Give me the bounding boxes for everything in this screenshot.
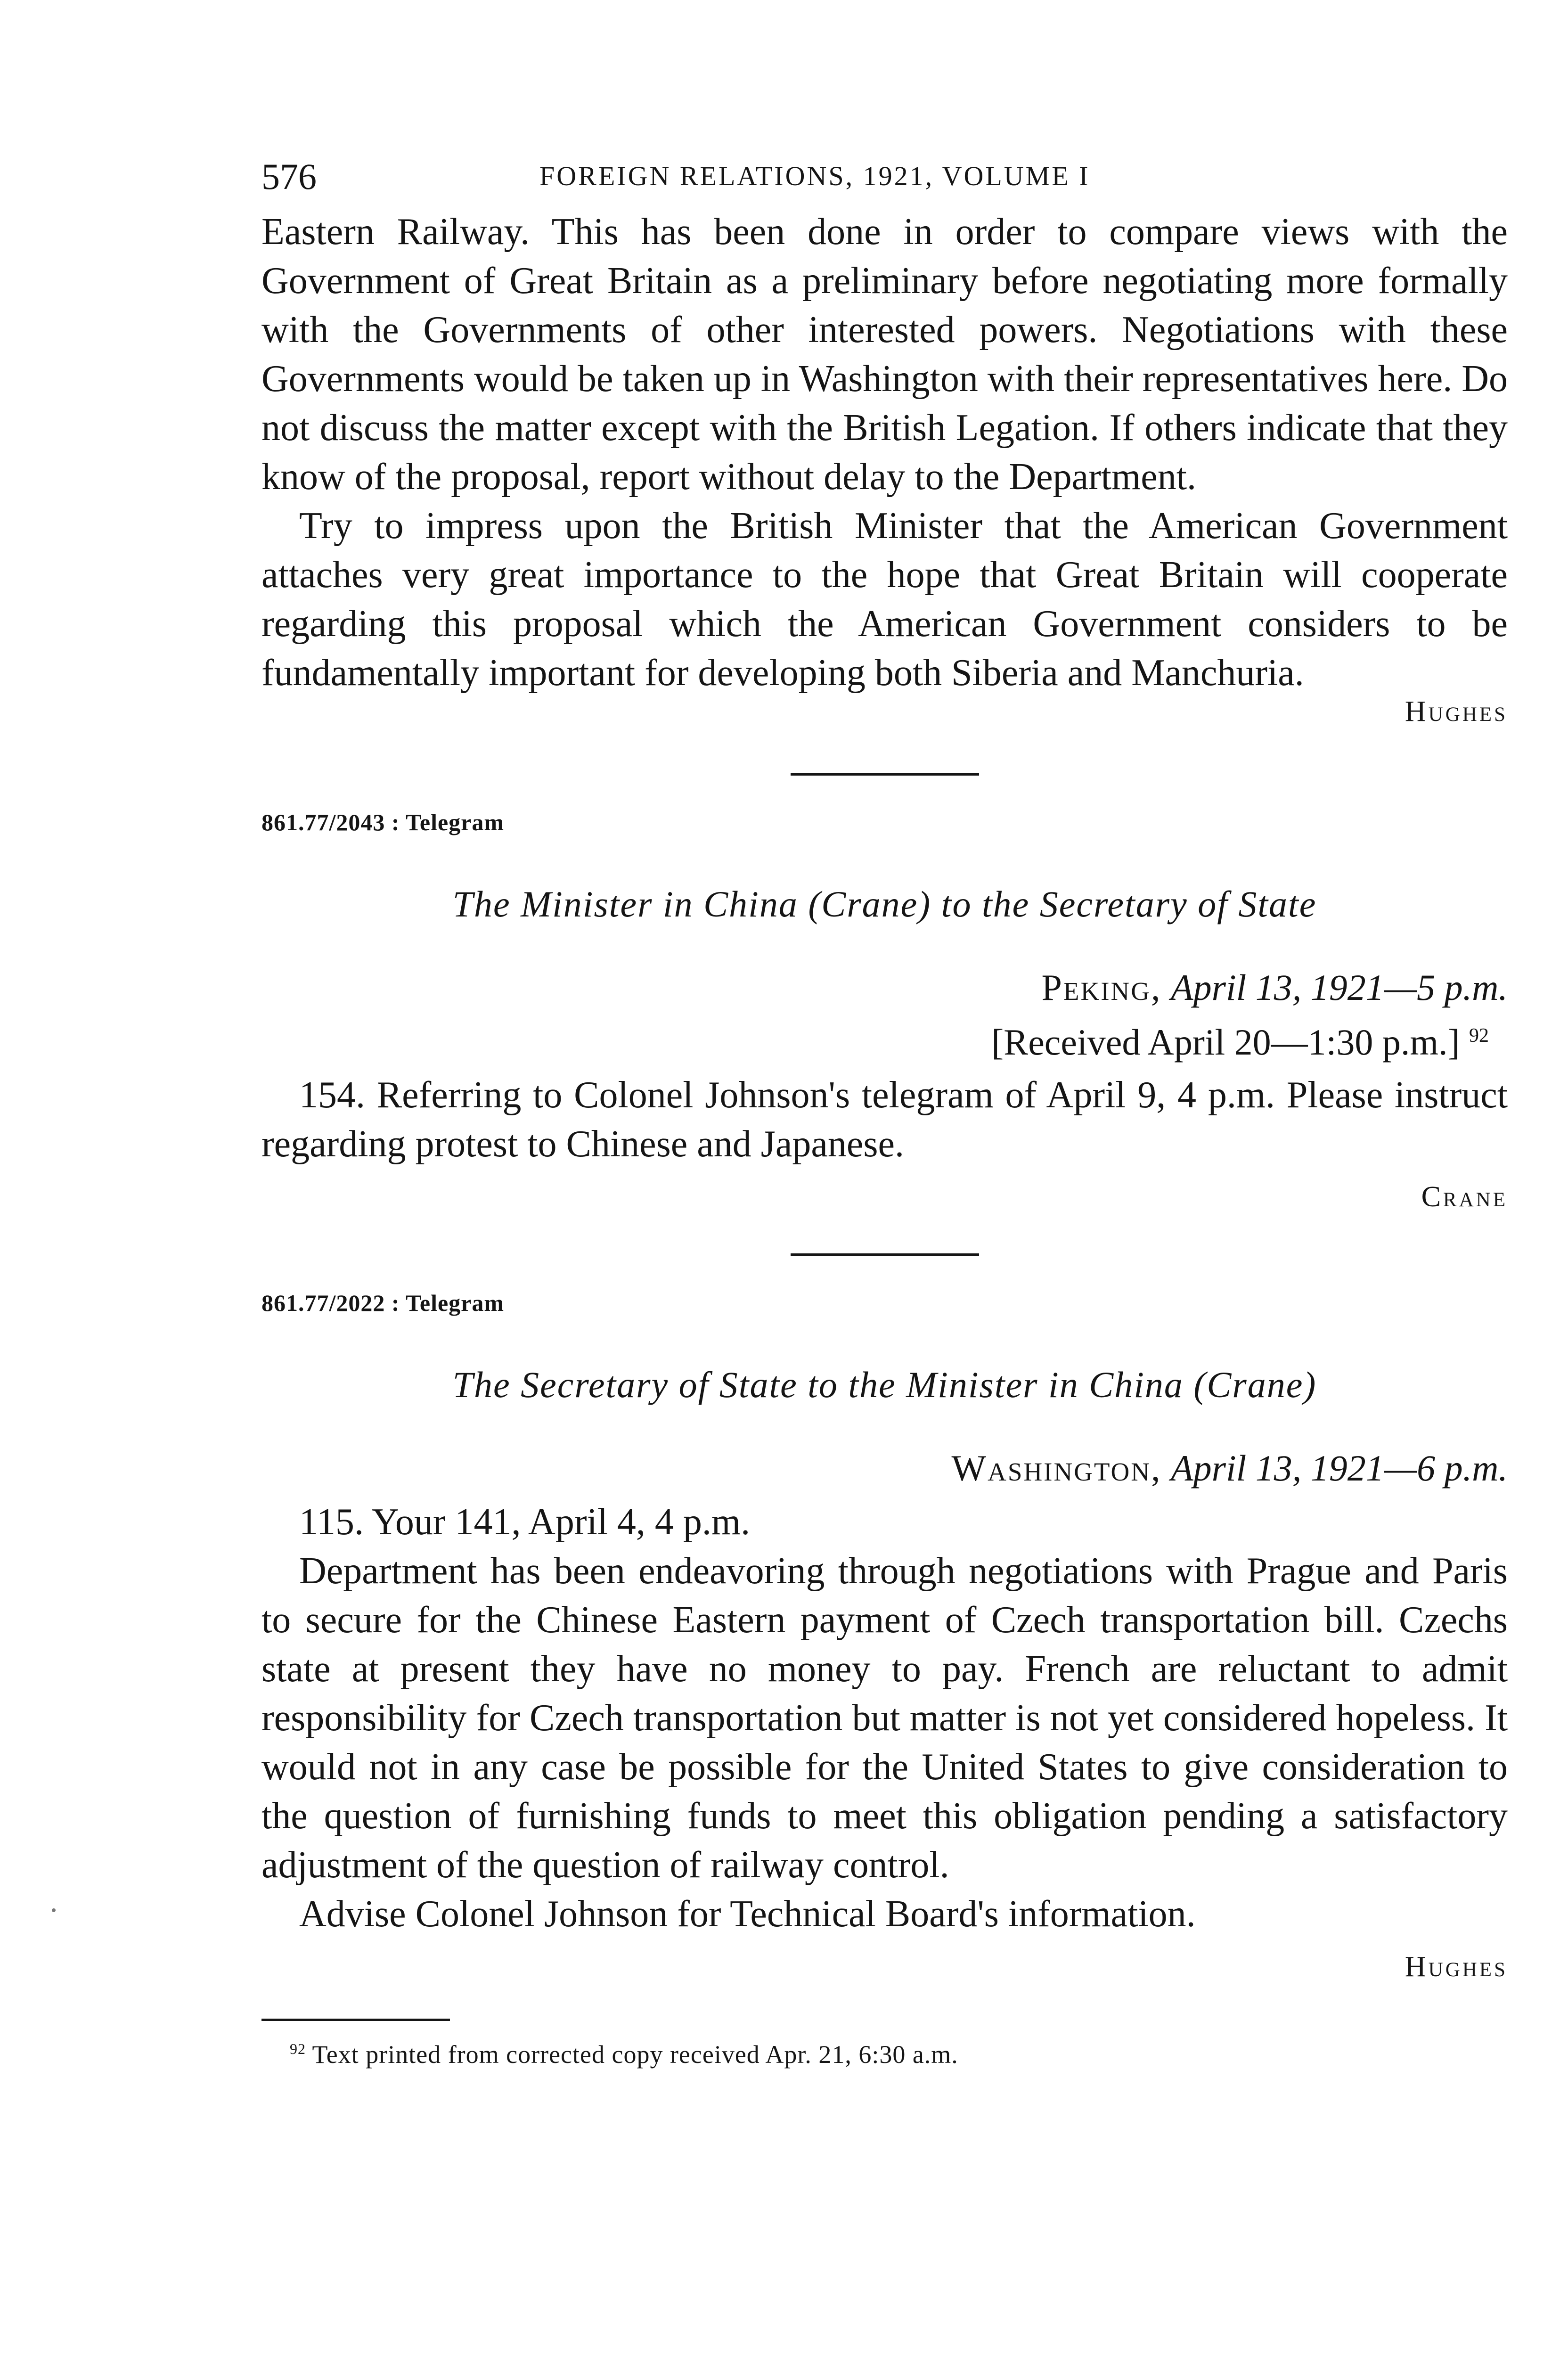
doc3-signature: Hughes <box>1405 1951 1508 1983</box>
doc3-place: Washington, <box>951 1448 1162 1489</box>
doc1-paragraph-1: Eastern Railway. This has been done in order to compare views with the Government of Great Britain as a preliminary before negotiating more formally with the Governments of other interested powers. Negotiations with these Governments would be taken up in Washington with their representatives here. Do not discuss the matter except with the British Legation. If others indicate that they know of the proposal, report without delay to the Department. <box>261 211 1508 498</box>
footnote-text: Text printed from corrected copy received Apr. 21, 6:30 a.m. <box>312 2040 958 2069</box>
doc3-paragraph-1: 115. Your 141, April 4, 4 p.m. <box>299 1501 751 1543</box>
footnote-marker: 92 <box>290 2040 306 2057</box>
doc2-file-number: 861.77/2043 : Telegram <box>261 809 505 835</box>
doc3-paragraph-2: Department has been endeavoring through negotiations with Prague and Paris to secure for the Chinese Eastern payment of Czech transportation bill. Czechs state at present they have no money to pay. French are reluctant to admit responsibility for Czech transportation but matter is not yet considered hopeless. It would not in any case be possible for the United States to give consideration to the question of furnishing funds to meet this obligation pending a satisfactory adjustment of the question of railway control. <box>261 1550 1508 1886</box>
doc3-heading: The Secretary of State to the Minister in China (Crane) <box>452 1364 1317 1405</box>
footnote-divider <box>261 2019 450 2021</box>
doc2-date: April 13, 1921—5 p.m. <box>1170 967 1508 1008</box>
doc3-date: April 13, 1921—6 p.m. <box>1170 1448 1508 1489</box>
doc3-dateline <box>261 1444 1508 1493</box>
doc2-received-text: [Received April 20—1:30 p.m.] <box>991 1022 1460 1063</box>
doc2-dateline <box>261 963 1508 1012</box>
doc2-signature: Crane <box>1421 1181 1508 1213</box>
doc3-file-number: 861.77/2022 : Telegram <box>261 1290 505 1316</box>
doc3-paragraph-3: Advise Colonel Johnson for Technical Board's information. <box>299 1893 1196 1935</box>
document-page <box>261 155 1508 2069</box>
doc2-paragraph-1: 154. Referring to Colonel Johnson's telegram of April 9, 4 p.m. Please instruct regarding protest to Chinese and Japanese. <box>261 1074 1508 1165</box>
doc2-place: Peking, <box>1041 967 1162 1008</box>
doc2-footnote-ref: 92 <box>1469 1025 1489 1047</box>
footnote <box>261 2040 1508 2069</box>
section-divider <box>791 773 979 776</box>
margin-mark <box>52 1908 56 1912</box>
doc2-received <box>261 1012 1508 1066</box>
doc2-heading: The Minister in China (Crane) to the Secretary of State <box>452 884 1317 924</box>
running-title: FOREIGN RELATIONS, 1921, VOLUME I <box>539 161 1090 191</box>
doc1-paragraph-2: Try to impress upon the British Minister that the American Government attaches very great importance to the hope that Great Britain will cooperate regarding this proposal which the American Government considers to be fundamentally important for developing both Siberia and Manchuria. <box>261 505 1508 694</box>
running-header <box>261 155 1508 207</box>
doc1-signature: Hughes <box>1405 695 1508 728</box>
page-number: 576 <box>261 156 317 197</box>
section-divider <box>791 1253 979 1256</box>
